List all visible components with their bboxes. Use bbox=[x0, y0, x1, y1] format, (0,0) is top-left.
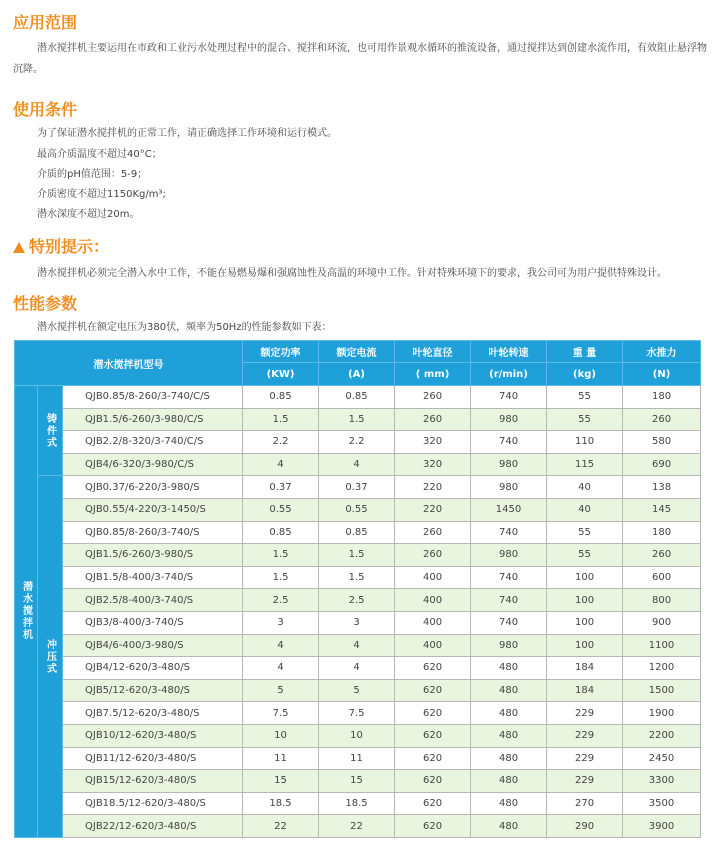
cell-value: 1.5 bbox=[319, 566, 395, 589]
cell-value: 100 bbox=[547, 611, 623, 634]
cell-value: 1200 bbox=[623, 657, 701, 680]
cell-value: 900 bbox=[623, 611, 701, 634]
cell-value: 0.85 bbox=[243, 386, 319, 409]
table-row bbox=[15, 498, 701, 521]
cell-model: QJB2.5/8-400/3-740/S bbox=[63, 589, 243, 612]
cell-model: QJB0.85/8-260/3-740/C/S bbox=[63, 386, 243, 409]
cell-value: 740 bbox=[471, 431, 547, 454]
cell-value: 0.85 bbox=[243, 521, 319, 544]
header-power: 额定功率 bbox=[243, 341, 319, 363]
cell-value: 22 bbox=[243, 815, 319, 838]
cell-value: 4 bbox=[243, 657, 319, 680]
cell-value: 980 bbox=[471, 634, 547, 657]
cell-value: 580 bbox=[623, 431, 701, 454]
cell-value: 260 bbox=[623, 544, 701, 567]
cell-value: 55 bbox=[547, 544, 623, 567]
cell-value: 2450 bbox=[623, 747, 701, 770]
cell-value: 1.5 bbox=[243, 408, 319, 431]
cell-model: QJB11/12-620/3-480/S bbox=[63, 747, 243, 770]
cell-value: 320 bbox=[395, 431, 471, 454]
cell-value: 260 bbox=[395, 544, 471, 567]
table-row bbox=[15, 589, 701, 612]
cell-value: 980 bbox=[471, 544, 547, 567]
cell-value: 620 bbox=[395, 770, 471, 793]
cell-value: 229 bbox=[547, 747, 623, 770]
conditions-line: 最高介质温度不超过40°C； bbox=[37, 149, 162, 160]
cell-value: 184 bbox=[547, 679, 623, 702]
cell-value: 180 bbox=[623, 521, 701, 544]
group-label: 冲压式 bbox=[38, 476, 63, 838]
table-row bbox=[15, 431, 701, 454]
cell-value: 0.85 bbox=[319, 386, 395, 409]
cell-value: 260 bbox=[395, 408, 471, 431]
cell-value: 100 bbox=[547, 589, 623, 612]
cell-value: 800 bbox=[623, 589, 701, 612]
cell-value: 1900 bbox=[623, 702, 701, 725]
cell-value: 22 bbox=[319, 815, 395, 838]
conditions-line: 介质密度不超过1150Kg/m³; bbox=[37, 189, 166, 200]
cell-value: 3 bbox=[243, 611, 319, 634]
cell-value: 0.85 bbox=[319, 521, 395, 544]
cell-value: 0.37 bbox=[319, 476, 395, 499]
performance-table bbox=[14, 340, 701, 838]
cell-value: 0.37 bbox=[243, 476, 319, 499]
cell-value: 740 bbox=[471, 521, 547, 544]
cell-value: 480 bbox=[471, 702, 547, 725]
header-current-unit: (A) bbox=[319, 363, 395, 386]
cell-value: 980 bbox=[471, 408, 547, 431]
cell-value: 400 bbox=[395, 566, 471, 589]
warning-triangle-icon bbox=[13, 242, 25, 253]
table-row bbox=[15, 657, 701, 680]
section-title-scope: 应用范围 bbox=[13, 13, 78, 32]
header-diameter-unit: ( mm) bbox=[395, 363, 471, 386]
cell-value: 11 bbox=[319, 747, 395, 770]
cell-value: 480 bbox=[471, 815, 547, 838]
cell-value: 980 bbox=[471, 453, 547, 476]
cell-value: 2200 bbox=[623, 724, 701, 747]
header-thrust-unit: (N) bbox=[623, 363, 701, 386]
outer-group-label: 潜水搅拌机 bbox=[15, 386, 38, 838]
table-row bbox=[15, 815, 701, 838]
conditions-line: 为了保证潜水搅拌机的正常工作，请正确选择工作环境和运行模式。 bbox=[37, 128, 337, 139]
cell-model: QJB22/12-620/3-480/S bbox=[63, 815, 243, 838]
cell-value: 3900 bbox=[623, 815, 701, 838]
cell-value: 400 bbox=[395, 611, 471, 634]
cell-model: QJB0.85/8-260/3-740/S bbox=[63, 521, 243, 544]
cell-value: 220 bbox=[395, 498, 471, 521]
cell-value: 400 bbox=[395, 589, 471, 612]
cell-value: 270 bbox=[547, 792, 623, 815]
cell-value: 620 bbox=[395, 679, 471, 702]
cell-value: 40 bbox=[547, 476, 623, 499]
cell-value: 229 bbox=[547, 770, 623, 793]
cell-value: 40 bbox=[547, 498, 623, 521]
cell-value: 138 bbox=[623, 476, 701, 499]
group-label: 铸件式 bbox=[38, 386, 63, 476]
cell-model: QJB4/6-320/3-980/C/S bbox=[63, 453, 243, 476]
cell-value: 480 bbox=[471, 679, 547, 702]
header-current: 额定电流 bbox=[319, 341, 395, 363]
table-row bbox=[15, 679, 701, 702]
cell-model: QJB1.5/6-260/3-980/C/S bbox=[63, 408, 243, 431]
cell-value: 1500 bbox=[623, 679, 701, 702]
cell-model: QJB7.5/12-620/3-480/S bbox=[63, 702, 243, 725]
cell-value: 740 bbox=[471, 566, 547, 589]
cell-value: 480 bbox=[471, 657, 547, 680]
header-weight-unit: (kg) bbox=[547, 363, 623, 386]
cell-value: 690 bbox=[623, 453, 701, 476]
cell-value: 400 bbox=[395, 634, 471, 657]
cell-value: 1100 bbox=[623, 634, 701, 657]
cell-value: 480 bbox=[471, 747, 547, 770]
cell-value: 184 bbox=[547, 657, 623, 680]
cell-model: QJB0.55/4-220/3-1450/S bbox=[63, 498, 243, 521]
cell-value: 180 bbox=[623, 386, 701, 409]
cell-value: 620 bbox=[395, 702, 471, 725]
header-speed: 叶轮转速 bbox=[471, 341, 547, 363]
table-row bbox=[15, 521, 701, 544]
cell-value: 290 bbox=[547, 815, 623, 838]
table-row bbox=[15, 634, 701, 657]
table-row bbox=[15, 724, 701, 747]
cell-value: 1.5 bbox=[319, 544, 395, 567]
cell-value: 1.5 bbox=[243, 544, 319, 567]
cell-value: 110 bbox=[547, 431, 623, 454]
cell-value: 1450 bbox=[471, 498, 547, 521]
cell-value: 10 bbox=[243, 724, 319, 747]
cell-value: 4 bbox=[243, 453, 319, 476]
cell-value: 4 bbox=[319, 657, 395, 680]
cell-value: 980 bbox=[471, 476, 547, 499]
cell-model: QJB0.37/6-220/3-980/S bbox=[63, 476, 243, 499]
table-row bbox=[15, 792, 701, 815]
cell-value: 15 bbox=[319, 770, 395, 793]
table-row bbox=[15, 566, 701, 589]
cell-value: 4 bbox=[319, 634, 395, 657]
cell-value: 2.2 bbox=[243, 431, 319, 454]
cell-value: 620 bbox=[395, 724, 471, 747]
section-title-params: 性能参数 bbox=[13, 294, 78, 313]
table-row bbox=[15, 476, 701, 499]
cell-value: 260 bbox=[395, 386, 471, 409]
notice-title-text: 特别提示： bbox=[29, 237, 110, 256]
cell-model: QJB3/8-400/3-740/S bbox=[63, 611, 243, 634]
table-body bbox=[15, 386, 701, 838]
cell-model: QJB1.5/6-260/3-980/S bbox=[63, 544, 243, 567]
cell-value: 55 bbox=[547, 408, 623, 431]
table-row bbox=[15, 453, 701, 476]
table-row bbox=[15, 611, 701, 634]
cell-value: 260 bbox=[395, 521, 471, 544]
params-intro: 潜水搅拌机在额定电压为380伏，频率为50Hz的性能参数如下表： bbox=[37, 322, 332, 333]
cell-value: 4 bbox=[319, 453, 395, 476]
cell-value: 480 bbox=[471, 770, 547, 793]
cell-value: 1.5 bbox=[319, 408, 395, 431]
cell-model: QJB10/12-620/3-480/S bbox=[63, 724, 243, 747]
cell-value: 55 bbox=[547, 386, 623, 409]
header-thrust: 水推力 bbox=[623, 341, 701, 363]
cell-value: 229 bbox=[547, 724, 623, 747]
conditions-line: 潜水深度不超过20m。 bbox=[37, 209, 140, 220]
table-row bbox=[15, 544, 701, 567]
cell-value: 100 bbox=[547, 566, 623, 589]
table-row bbox=[15, 408, 701, 431]
cell-value: 55 bbox=[547, 521, 623, 544]
cell-model: QJB18.5/12-620/3-480/S bbox=[63, 792, 243, 815]
cell-value: 10 bbox=[319, 724, 395, 747]
scope-text: 潜水搅拌机主要运用在市政和工业污水处理过程中的混合、搅拌和环流，也可用作景观水循环的推流设备，通过搅拌达到创建水流作用，有效阻止悬浮物沉降。 bbox=[13, 43, 707, 75]
cell-value: 1.5 bbox=[243, 566, 319, 589]
header-speed-unit: (r/min) bbox=[471, 363, 547, 386]
cell-value: 15 bbox=[243, 770, 319, 793]
cell-value: 480 bbox=[471, 792, 547, 815]
table-row bbox=[15, 702, 701, 725]
cell-value: 600 bbox=[623, 566, 701, 589]
cell-value: 740 bbox=[471, 386, 547, 409]
cell-value: 11 bbox=[243, 747, 319, 770]
cell-value: 100 bbox=[547, 634, 623, 657]
cell-value: 620 bbox=[395, 815, 471, 838]
section-title-conditions: 使用条件 bbox=[13, 100, 78, 119]
cell-value: 2.5 bbox=[319, 589, 395, 612]
cell-value: 320 bbox=[395, 453, 471, 476]
cell-value: 0.55 bbox=[319, 498, 395, 521]
cell-value: 0.55 bbox=[243, 498, 319, 521]
header-model: 潜水搅拌机型号 bbox=[15, 341, 243, 386]
table-row bbox=[15, 770, 701, 793]
cell-value: 115 bbox=[547, 453, 623, 476]
cell-value: 740 bbox=[471, 589, 547, 612]
cell-value: 5 bbox=[319, 679, 395, 702]
cell-model: QJB5/12-620/3-480/S bbox=[63, 679, 243, 702]
cell-model: QJB15/12-620/3-480/S bbox=[63, 770, 243, 793]
header-diameter: 叶轮直径 bbox=[395, 341, 471, 363]
cell-value: 145 bbox=[623, 498, 701, 521]
cell-model: QJB1.5/8-400/3-740/S bbox=[63, 566, 243, 589]
cell-model: QJB4/12-620/3-480/S bbox=[63, 657, 243, 680]
table-row bbox=[15, 747, 701, 770]
cell-model: QJB4/6-400/3-980/S bbox=[63, 634, 243, 657]
cell-value: 18.5 bbox=[243, 792, 319, 815]
cell-value: 2.5 bbox=[243, 589, 319, 612]
cell-model: QJB2.2/8-320/3-740/C/S bbox=[63, 431, 243, 454]
cell-value: 620 bbox=[395, 747, 471, 770]
cell-value: 3300 bbox=[623, 770, 701, 793]
conditions-line: 介质的pH值范围：5-9； bbox=[37, 169, 148, 180]
cell-value: 620 bbox=[395, 792, 471, 815]
header-weight: 重 量 bbox=[547, 341, 623, 363]
cell-value: 3 bbox=[319, 611, 395, 634]
cell-value: 620 bbox=[395, 657, 471, 680]
table-header-row bbox=[15, 341, 701, 363]
cell-value: 5 bbox=[243, 679, 319, 702]
section-title-notice bbox=[13, 234, 109, 257]
cell-value: 3500 bbox=[623, 792, 701, 815]
cell-value: 260 bbox=[623, 408, 701, 431]
cell-value: 2.2 bbox=[319, 431, 395, 454]
cell-value: 4 bbox=[243, 634, 319, 657]
cell-value: 229 bbox=[547, 702, 623, 725]
cell-value: 480 bbox=[471, 724, 547, 747]
table-row bbox=[15, 386, 701, 409]
cell-value: 220 bbox=[395, 476, 471, 499]
cell-value: 18.5 bbox=[319, 792, 395, 815]
cell-value: 7.5 bbox=[243, 702, 319, 725]
header-power-unit: (KW) bbox=[243, 363, 319, 386]
notice-text: 潜水搅拌机必须完全潜入水中工作，不能在易燃易爆和强腐蚀性及高温的环境中工作。针对特殊环境下的要求，我公司可为用户提供特殊设计。 bbox=[37, 268, 667, 279]
cell-value: 740 bbox=[471, 611, 547, 634]
cell-value: 7.5 bbox=[319, 702, 395, 725]
